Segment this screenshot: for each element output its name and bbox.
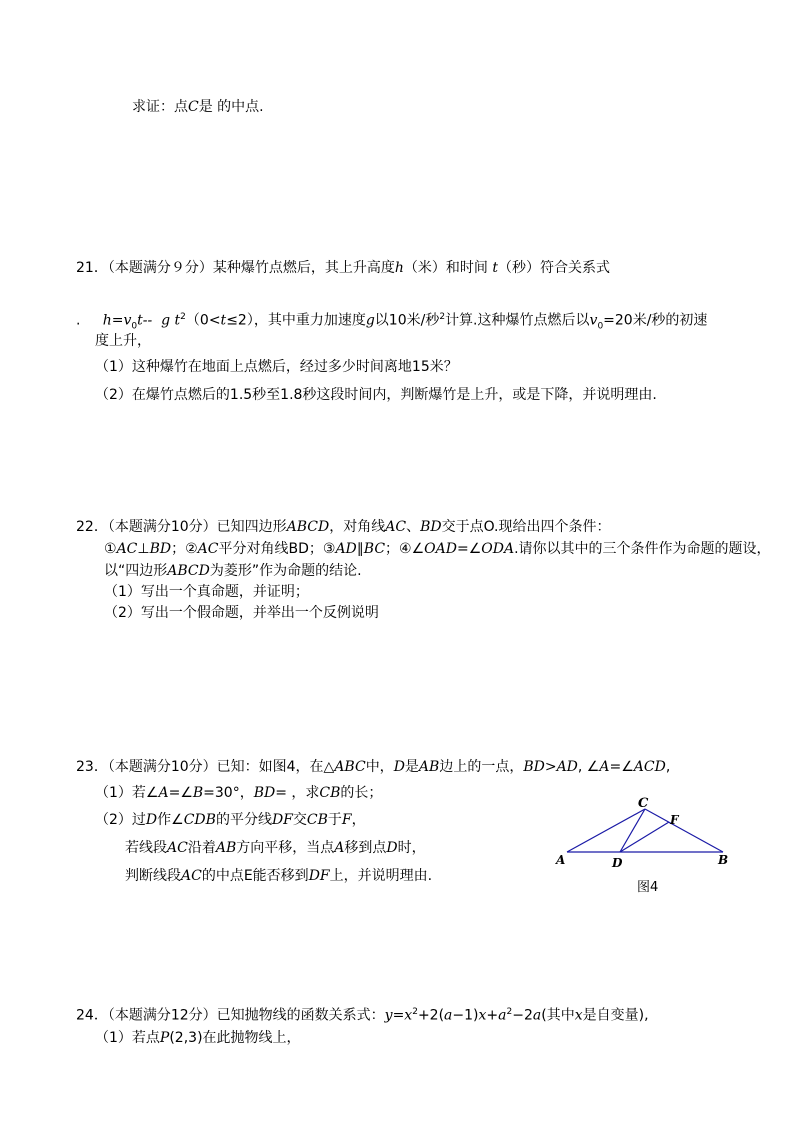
text: =30°， [203,785,254,801]
label-d: D [612,856,623,870]
prove-line [132,97,264,117]
text: , [665,759,671,775]
text: = [392,1007,405,1024]
text: =∠ [168,785,193,801]
text: （2）过 [95,812,146,828]
text: ，其中重力加速度 [253,312,366,329]
text: ① [104,541,117,557]
segment-ac [567,809,645,852]
text: 21．（本题满分９分）某种爆竹点燃后，其上升高度 [76,260,395,276]
q23-part1 [95,783,382,803]
q22-part2: （2）写出一个假命题，并举出一个反例说明 [104,605,379,621]
var: B [192,785,204,801]
text: 判断线段 [125,868,181,884]
var: x [404,1007,413,1024]
var: ABCD [286,519,330,535]
text: .请你以其中的三个条件作为命题的题设， [514,541,771,557]
text: 沿着 [187,840,216,856]
text: 时， [397,840,426,856]
var: x [478,1007,487,1024]
var: y [384,1007,393,1024]
var: A [158,785,169,801]
figure-caption: 图4 [637,880,659,895]
var: ABC [334,759,366,775]
label-f: F [670,813,679,827]
text: ， [351,812,366,828]
var: a [532,1007,542,1024]
var: t-- [137,312,153,329]
var: a [498,1007,507,1024]
var: D [393,759,405,775]
var: BD>AD [523,759,578,775]
text: =∠ [456,541,482,557]
q22-conditions [104,539,771,559]
var: BD [420,519,442,535]
text: （0< [185,312,221,329]
var: C [188,99,199,115]
text: 以“四边形 [104,563,168,579]
text: 边上的一点， [439,759,524,775]
text: 移到点 [344,840,387,856]
var: v [589,312,598,329]
var: x [574,1007,583,1024]
q21-header [76,258,610,278]
var: AC [181,868,202,884]
text: + [486,1007,499,1024]
q23-part2-line3 [125,866,432,886]
q22-part1: （1）写出一个真命题，并证明； [104,584,309,600]
var: BD [253,785,276,801]
text: 是 的中点. [198,99,264,115]
text: ≤2） [226,312,254,329]
text: −2 [512,1007,533,1024]
text: 交于点O.现给出四个条件： [441,519,611,535]
q23-part2-line2 [125,838,426,858]
segment-df [620,822,669,852]
var: ODA [481,541,515,557]
text: (2,3)在此抛物线上， [169,1030,301,1046]
var: AD [335,541,357,557]
text: 以10米/秒 [374,312,440,329]
text: −1) [452,1007,479,1024]
text: （1）若∠ [95,785,159,801]
var: BC [363,541,386,557]
var: AB [215,840,237,856]
var: AB [418,759,440,775]
var: P [159,1030,170,1046]
q23-part2 [95,810,366,830]
text: 的平分线 [215,812,272,828]
text: . [76,312,81,329]
var: DF [271,812,293,828]
text: 交 [292,812,307,828]
sub: 0 [131,321,138,332]
var: DF [308,868,330,884]
text: +2( [417,1007,445,1024]
var: F [341,812,352,828]
var: AC [385,519,407,535]
q21-formula [76,307,707,336]
var: AC [197,541,219,557]
var: t [174,312,181,329]
var: D [145,812,158,828]
sup: 2 [506,1007,513,1017]
text: , ∠ [577,759,600,775]
sup: 2 [180,312,186,322]
var: h [394,260,404,276]
q22-header [76,517,611,537]
text: ；② [171,541,198,557]
var: OAD [424,541,457,557]
var: A [334,840,345,856]
text: ∥ [356,541,364,557]
text: 、 [406,519,421,535]
var: ABCD [167,563,210,579]
q21-part1: （1）这种爆竹在地面上点燃后，经过多少时间离地15米？ [95,359,458,375]
text: 的中点E能否移到 [201,868,309,884]
var: t [220,312,227,329]
text: 为菱形”作为命题的结论. [209,563,362,579]
var: t [492,260,498,276]
text: 中， [365,759,394,775]
var: a [444,1007,453,1024]
q22-line3 [104,561,362,581]
text: 22．（本题满分10分）已知四边形 [76,519,287,535]
text: （1）若点 [95,1030,160,1046]
text: ；④∠ [385,541,425,557]
q24-header [76,1002,649,1026]
label-a: A [556,853,566,867]
text: 23．（本题满分10分）已知：如图4，在△ [76,759,335,775]
sup: 2 [412,1007,418,1017]
text: = ，求 [275,785,320,801]
text: 是自变量), [582,1007,649,1024]
text: 于 [327,812,342,828]
var: ACD [633,759,666,775]
var: CB [319,785,341,801]
text: 计算.这种爆竹点燃后以 [445,312,590,329]
var: BD [149,541,172,557]
text: 作∠ [157,812,184,828]
var: g [161,312,171,329]
q21-part2: （2）在爆竹点燃后的1.5秒至1.8秒这段时间内，判断爆竹是上升，或是下降，并说明理由. [95,387,657,403]
text: =20米/秒的初速 [603,312,708,329]
label-b: B [718,853,729,867]
var: AC [116,541,138,557]
text: 是 [404,759,419,775]
text: （秒）符合关系式 [497,260,610,276]
text: 若线段 [125,840,167,856]
text: 求证：点 [132,99,188,115]
text: ，对角线 [329,519,386,535]
var: g [365,312,375,329]
text: 方向平移，当点 [236,840,335,856]
q24-part1 [95,1028,301,1048]
sub: 0 [597,321,604,332]
var: CB [306,812,328,828]
text: （米）和时间 [403,260,488,276]
text: 24．（本题满分12分）已知抛物线的函数关系式： [76,1007,385,1024]
q21-line2: 度上升， [95,333,151,349]
var: h=v [102,312,132,329]
var: D [386,840,398,856]
text: (其中 [541,1007,575,1024]
var: A [599,759,610,775]
var: CDB [183,812,216,828]
text: 平分对角线BD；③ [218,541,336,557]
var: AC [167,840,188,856]
label-c: C [638,796,649,811]
text: ⊥ [137,541,150,557]
text: =∠ [609,759,634,775]
sup: 2 [439,312,446,322]
text: 上，并说明理由. [329,868,433,884]
segment-cb [645,809,723,852]
q23-header [76,757,670,777]
text: 的长； [340,785,383,801]
